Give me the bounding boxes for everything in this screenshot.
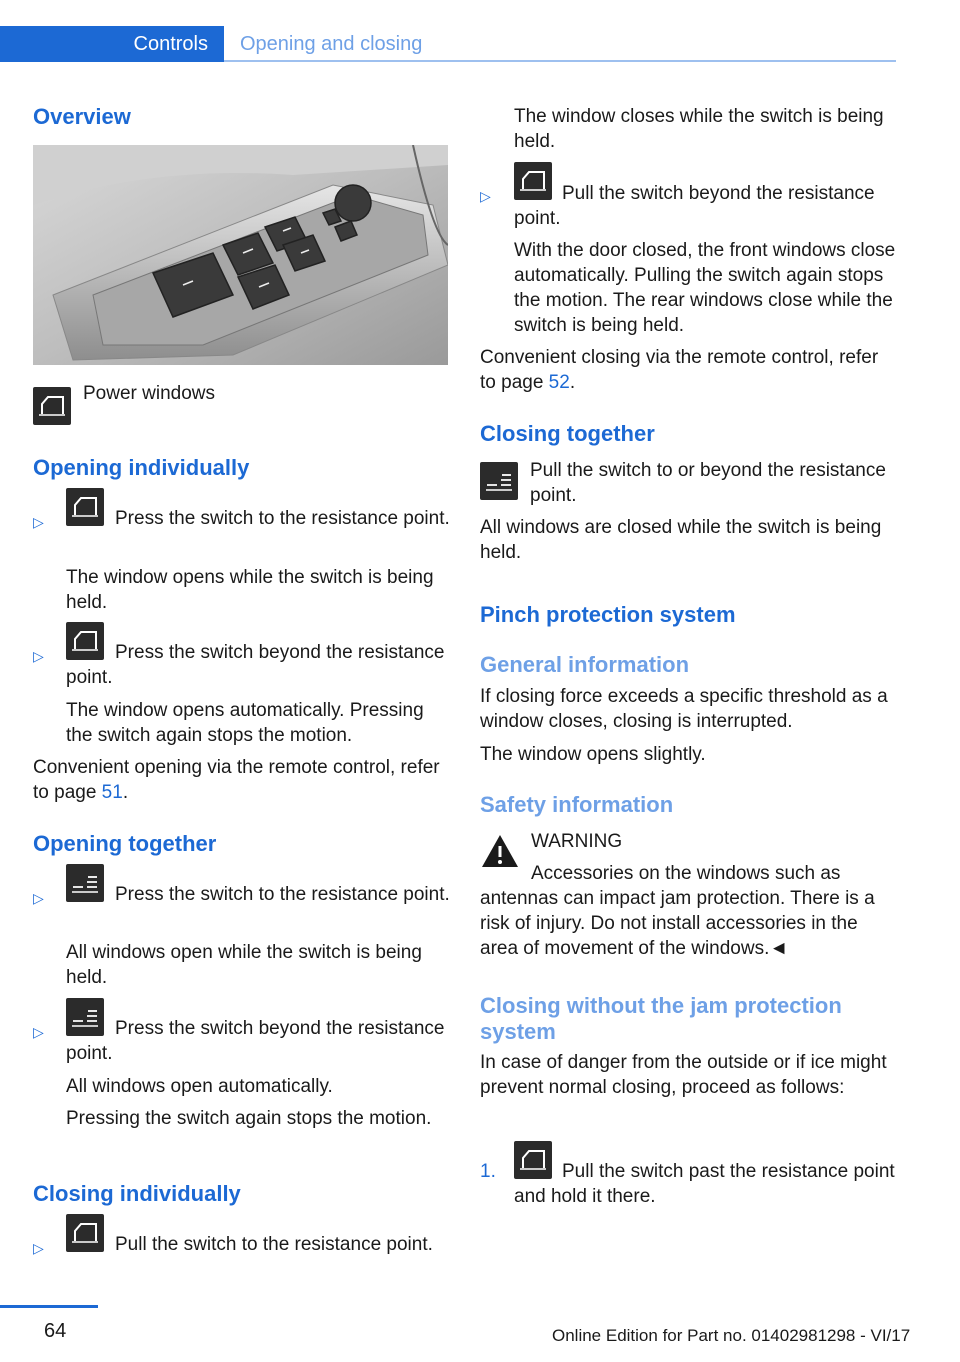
closing-together-text: Pull the switch to or beyond the resistance point. (530, 460, 886, 506)
triangle-bullet-icon: ▷ (33, 514, 44, 530)
header-divider (224, 60, 896, 62)
pinch-protection-heading: Pinch protection system (480, 602, 736, 627)
closing-individually-heading: Closing individually (33, 1181, 241, 1206)
open-individually-step1-detail: The window opens while the switch is being held. (66, 567, 434, 613)
power-windows-label: Power windows (83, 383, 215, 404)
subsection-tab: Opening and closing (240, 33, 423, 55)
convenient-opening-text: Convenient opening via the remote control, refer to page 51. (33, 757, 440, 803)
all-windows-switch-icon (480, 462, 518, 500)
window-switch-icon (33, 387, 71, 425)
open-individually-step1: Press the switch to the resistance point. (115, 508, 450, 529)
open-individually-step2-detail: The window opens automatically. Pressing the switch again stops the motion. (66, 700, 424, 746)
page-52-link[interactable]: 52 (548, 372, 570, 393)
warning-label: WARNING (531, 831, 623, 852)
closing-without-jam-text: In case of danger from the outside or if ice might prevent normal closing, proceed as follows: (480, 1052, 887, 1098)
convenient-closing-text: Convenient closing via the remote control, refer to page 52. (480, 347, 879, 393)
page-header (0, 26, 896, 62)
step-number: 1. (480, 1161, 496, 1182)
open-together-step1: Press the switch to the resistance point. (115, 884, 450, 905)
closing-together-heading: Closing together (480, 421, 655, 446)
triangle-bullet-icon: ▷ (33, 1240, 44, 1256)
open-together-step1-detail: All windows open while the switch is being held. (66, 942, 422, 988)
opening-together-heading: Opening together (33, 831, 217, 856)
open-together-step2-detail1: All windows open automatically. (66, 1076, 333, 1097)
close-individually-step2-detail: With the door closed, the front windows close automatically. Pulling the switch again stops the motion. The rear windows close while the switch is being held. (514, 240, 896, 336)
general-information-text2: The window opens slightly. (480, 744, 706, 765)
page-51-link[interactable]: 51 (101, 782, 123, 803)
open-individually-step2: Press the switch beyond the resistance point. (66, 642, 445, 688)
edition-text: Online Edition for Part no. 01402981298 - VI/17 (552, 1326, 911, 1345)
open-together-step2: Press the switch beyond the resistance point. (66, 1018, 445, 1064)
overview-heading: Overview (33, 104, 131, 129)
warning-text: Accessories on the windows such as antennas can impact jam protection. There is a risk of injury. Do not install accessories in the area of movement of the windows.◄ (480, 863, 875, 959)
open-together-step2-detail2: Pressing the switch again stops the motion. (66, 1108, 432, 1129)
safety-information-heading: Safety information (480, 792, 674, 817)
close-individually-step2: Pull the switch beyond the resistance point. (514, 183, 875, 229)
closing-without-jam-step1: Pull the switch past the resistance point and hold it there. (514, 1161, 895, 1207)
footer-divider (0, 1305, 98, 1308)
general-information-heading: General information (480, 652, 690, 677)
door-switch-photo (33, 145, 448, 365)
section-tab: Controls (0, 26, 224, 62)
general-information-text: If closing force exceeds a specific threshold as a window closes, closing is interrupted. (480, 686, 888, 732)
triangle-bullet-icon: ▷ (33, 1024, 44, 1040)
page-number: 64 (44, 1320, 67, 1342)
closing-without-jam-heading: Closing without the jam protection system (480, 993, 842, 1044)
triangle-bullet-icon: ▷ (33, 648, 44, 664)
close-individually-step1: Pull the switch to the resistance point. (115, 1234, 433, 1255)
triangle-bullet-icon: ▷ (480, 188, 491, 204)
close-individually-step1-detail: The window closes while the switch is being held. (514, 106, 884, 152)
opening-individually-heading: Opening individually (33, 455, 250, 480)
triangle-bullet-icon: ▷ (33, 890, 44, 906)
closing-together-after: All windows are closed while the switch is being held. (480, 517, 882, 563)
